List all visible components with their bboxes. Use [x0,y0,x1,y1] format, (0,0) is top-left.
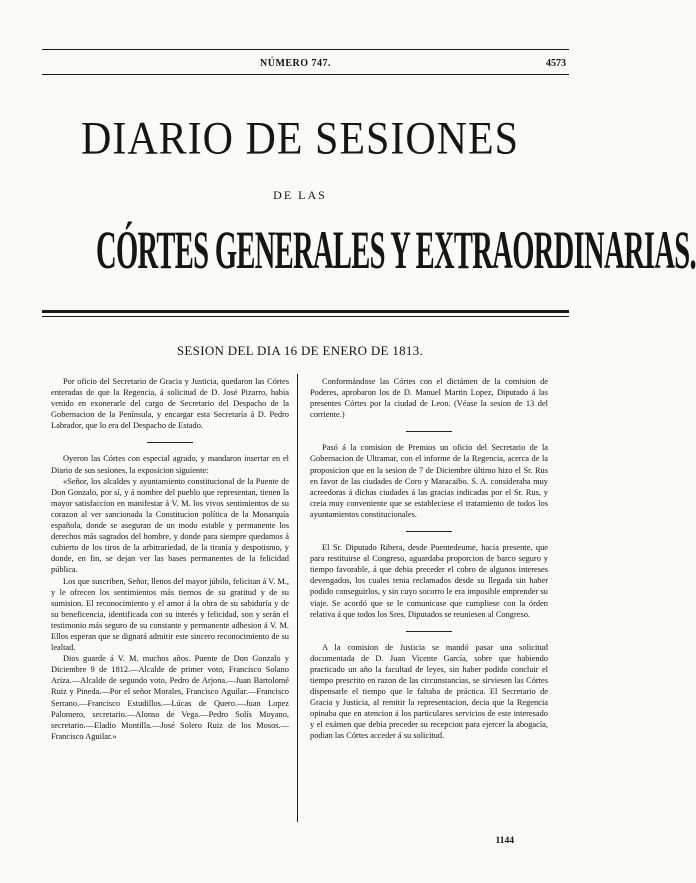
masthead-cortes: CÓRTES GENERALES Y EXTRAORDINARIAS. [96,222,696,281]
masthead-thick-rule [42,310,569,313]
section-separator [406,431,452,432]
left-column [51,376,289,742]
paragraph: Oyeron las Córtes con especial agrado, y mandaron insertar en el Diario de sus sesiones, la exposicion siguiente: [51,454,289,475]
paragraph: Pasó á la comision de Premios un oficio del Secretario de la Gobernacion de Ultramar, con el informe de la Regencia, acerca de la proposicion que en la sesion de 7 de Diciembre último hizo el Sr. Rus en favor de las ciudades de Coro y Maracaibo. S. A. consideraba muy acreedoras á dichas ciudades á las gracias indicadas por el Sr. Rus, y creia muy conveniente que se estableciese el tratamiento de todos los ayuntamientos constitucionales. [310,443,548,519]
section-separator [147,442,193,443]
paragraph: Por oficio del Secretario de Gracia y Justicia, quedaron las Córtes enteradas de que la Regencia, á solicitud de D. José Pizarro, habia venido en exonerarle del cargo de Secretario del Despacho de la Gobernacion de la Península, y encargar esta Secretaría á D. Pedro Labrador, que lo era del Despacho de Estado. [51,377,289,431]
right-column [310,376,548,742]
page-number: 4573 [546,58,566,69]
paragraph: «Señor, los alcaldes y ayuntamiento constitucional de la Puente de Don Gonzalo, por sí, y á nombre del pueblo que representan, tienen la mayor satisfaccion en manifestar á V. M. los vivos sentimientos de su corazon al ver sancionada la Constitucion política de la Monarquía española, donde se aseguran de un modo estable y permanente los derechos más sagrados del hombre, y donde para siempre quedamos á cubierto de los tiros de la arbitrariedad, de la tiranía y despotismo, y donde, en fin, se dejan ver las bases permanentes de la felicidad pública. [51,476,289,575]
section-separator [406,631,452,632]
footer-number: 1144 [495,836,514,846]
paragraph: El Sr. Diputado Ribera, desde Puentedeume, hacia presente, que para restituirse al Congreso, aguardaba proporcion de barco seguro y tiempo favorable, á que debia preceder el cobro de algunos intereses devengados, los cuales tenia reclamados desde su llegada sin haber podido conseguirlos, y sin cuyo socorro le era imposible emprender su viaje. Se acordó que se le comunicase que cumpliese con la órden relativa á que todos los Sres. Diputados se reuniesen al Congreso. [310,543,548,619]
paragraph: A la comision de Justicia se mandó pasar una solicitud documentada de D. Juan Vicente García, sobre que habiendo practicado un año la facultad de leyes, sin haber podido concluir el tiempo prescrito en razon de las circunstancias, se sirviesen las Córtes dispensarle el tiempo que le faltaba de práctica. El Secretario de Gracia y Justicia, al remitir la representacion, decia que la Regencia opinaba que en atencion á los particulares servicios de este interesado y el exámen que debia preceder su recepcion para ejercer la abogacía, podian las Córtes acceder á su solicitud. [310,642,548,741]
masthead-thin-rule [42,316,569,317]
masthead-subtitle: DE LAS [273,188,327,202]
masthead-title: DIARIO DE SESIONES [81,113,519,165]
header-bottom-rule [42,74,569,75]
paragraph: Dios guarde á V. M. muchos años. Puente de Don Gonzalo y Diciembre 9 de 1812.—Alcalde de primer voto, Francisco Solano Ariza.—Alcalde de segundo voto, Pedro de Arjona.—Juan Bartolomé Ruiz y Pineda.—Por el señor Morales, Francisco Aguilar.—Francisco Serrano.—Francisco Estudillos.—Lúcas de Quero.—Juan Lopez Palomero, secretario.—Alonso de Vega.—Pedro Solís Moyano, secretario.—Eladio Montilla.—José Solero Ruiz de los Mosos.—Francisco Aguilar.» [51,654,289,741]
section-separator [406,531,452,532]
column-divider [297,374,298,822]
header-top-rule [42,49,569,50]
paragraph: Los que suscriben, Señor, llenos del mayor júbilo, felicitan á V. M., y le ofrecen los sentimientos más tiernos de su gratitud y de su sumision. El reconocimiento y el amor á la obra de su sabiduría y de su beneficencia, identificada con su interés y felicidad, son y serán el testimonio más seguro de su constante y permanente adhesion á V. M. Ellos esperan que se dignará admitir este sincero reconocimiento de su lealtad. [51,576,289,653]
session-title: SESION DEL DIA 16 DE ENERO DE 1813. [176,343,424,358]
paragraph: Conformándose las Córtes con el dictámen de la comision de Poderes, aprobaron los de D. Manuel Martin Lopez, Diputado á las presentes Córtes por la ciudad de Leon. (Véase la sesion de 13 del corriente.) [310,377,548,420]
issue-number: NÚMERO 747. [260,58,332,69]
